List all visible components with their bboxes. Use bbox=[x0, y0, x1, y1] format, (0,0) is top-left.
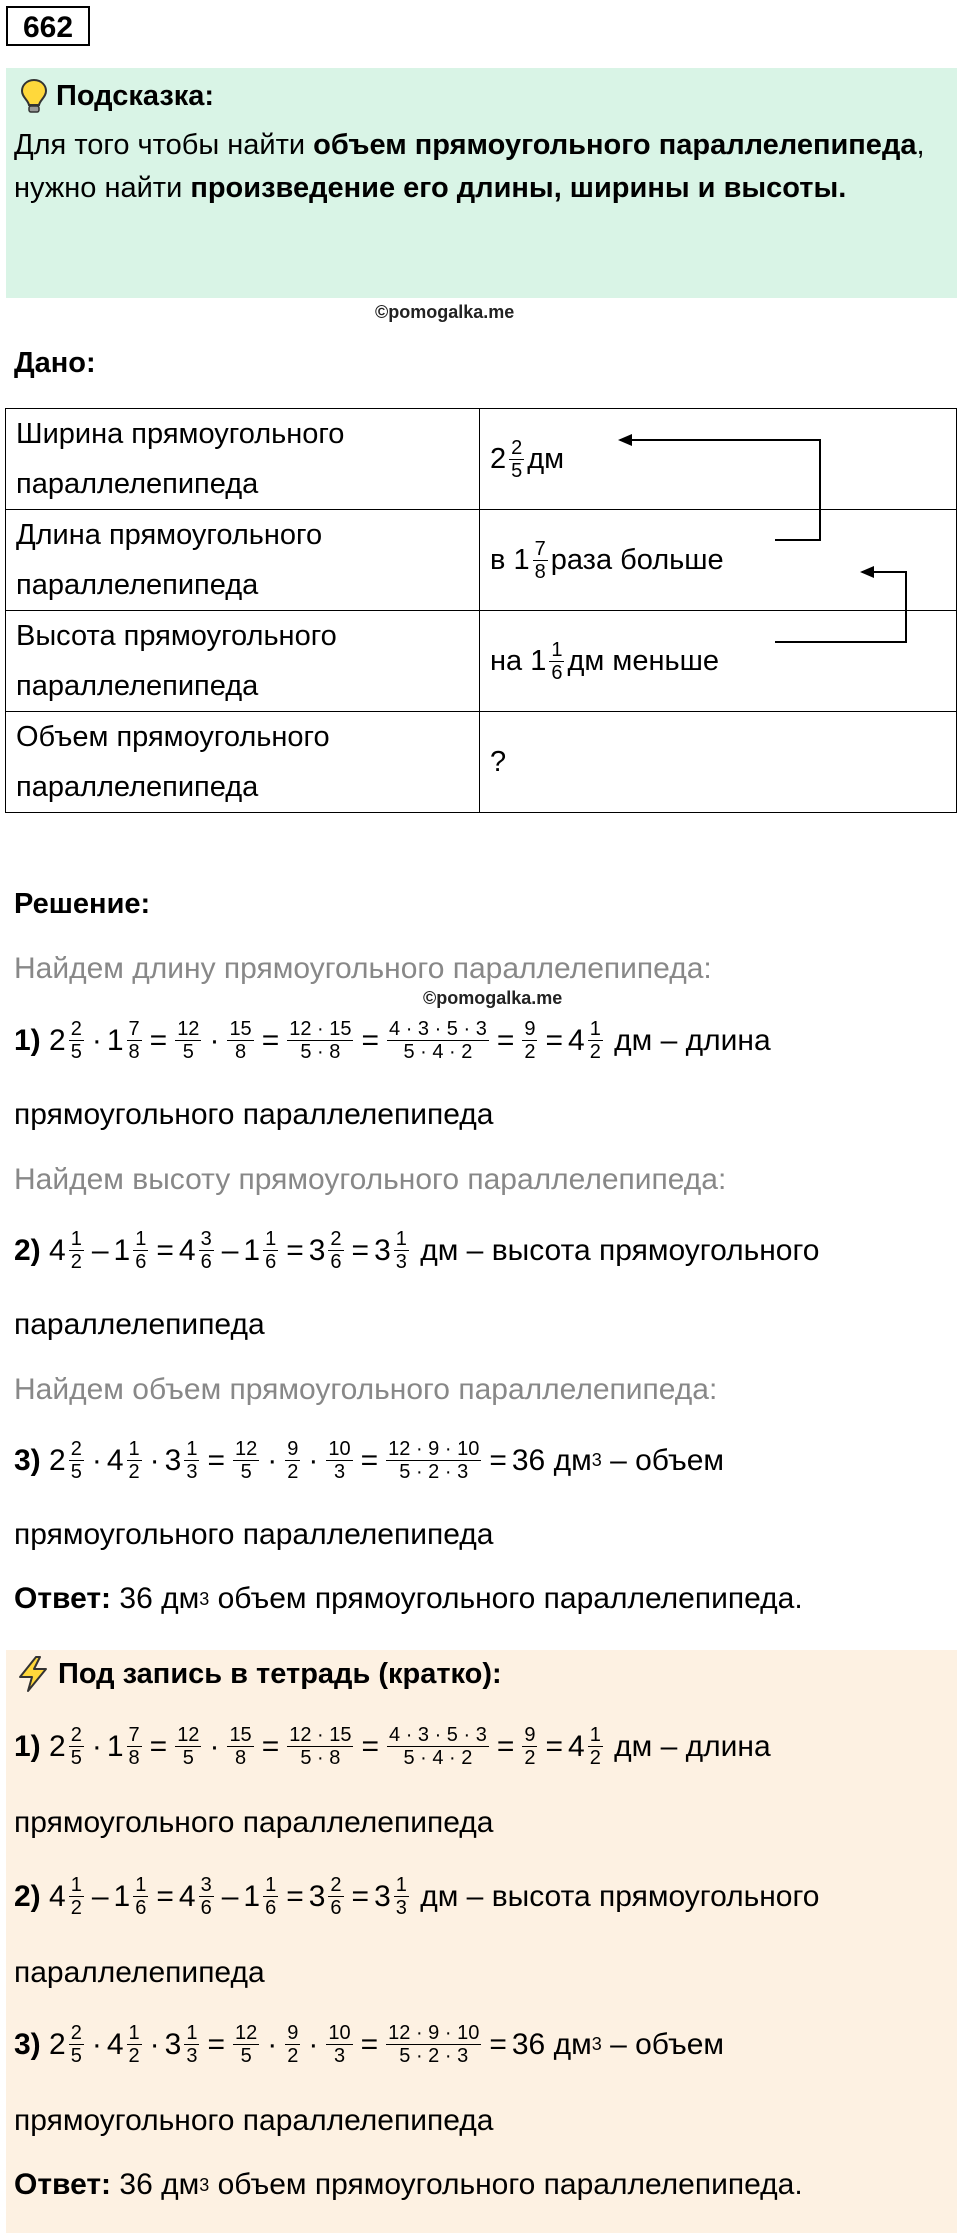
given-row-name: Высота прямоугольного параллелепипеда bbox=[6, 611, 480, 712]
note-step2-cont: параллелепипеда bbox=[14, 1956, 265, 1989]
step2-formula: 2) 4 $\frac{1}{2}$ – 1 $\frac{1}{6}$ = 4 $\frac{3}{6}$ – 1 $\frac{1}{6}$ = 3 $\frac{2}{6}$ = 3 $\frac{1}{3}$ дм – высота прямоугольного bbox=[14, 1228, 820, 1273]
fraction: $\frac{7}{8}$ bbox=[534, 537, 546, 583]
arrow-icon bbox=[775, 566, 906, 642]
value-prefix: в 1 bbox=[490, 544, 530, 576]
given-row-name: Объем прямоугольного параллелепипеда bbox=[6, 712, 480, 813]
watermark: ©pomogalka.me bbox=[375, 302, 515, 322]
fraction: $\frac{2}{5}$ bbox=[511, 436, 523, 482]
problem-number: 662 bbox=[6, 6, 90, 46]
hint-title bbox=[20, 78, 214, 114]
hint-text bbox=[14, 124, 944, 210]
lightbulb-icon bbox=[20, 78, 48, 114]
arrow-icon bbox=[618, 434, 820, 540]
value-suffix: дм меньше bbox=[567, 645, 719, 677]
note-step3-formula: 3) 2 $\frac{2}{5}$ · 4 $\frac{1}{2}$ · 3 $\frac{1}{3}$ = $\frac{12}{5}$ · $\frac{9}{2}$ · $\frac{10}{3}$ = $\frac{12 \cdot 9 \cdot 10}{5 \cdot 2 \cdot 3}$ = 36 дм 3 – объем bbox=[14, 2022, 725, 2067]
note-step2-formula: 2) 4 $\frac{1}{2}$ – 1 $\frac{1}{6}$ = 4 $\frac{3}{6}$ – 1 $\frac{1}{6}$ = 3 $\frac{2}{6}$ = 3 $\frac{1}{3}$ дм – высота прямоугольного bbox=[14, 1874, 820, 1919]
hint-title-text: Подсказка: bbox=[56, 79, 215, 112]
note-step1-cont: прямоугольного параллелепипеда bbox=[14, 1806, 494, 1839]
note-step1-formula: 1) 2 $\frac{2}{5}$ · 1 $\frac{7}{8}$ = $\frac{12}{5}$ · $\frac{15}{8}$ = $\frac{12 \cdot 15}{5 \cdot 8}$ = $\frac{4 \cdot 3 \cdot 5 \cdot 3}{5 \cdot 4 \cdot 2}$ = $\frac{9}{2}$ = 4 $\frac{1}{2}$ дм – длина bbox=[14, 1724, 771, 1769]
value-suffix: дм bbox=[527, 443, 565, 475]
note-title bbox=[16, 1655, 502, 1693]
relation-arrows bbox=[600, 420, 920, 660]
answer-label: Ответ: bbox=[14, 1582, 112, 1615]
step1-formula: 1) 2 $\frac{2}{5}$ · 1 $\frac{7}{8}$ = $\frac{12}{5}$ · $\frac{15}{8}$ = $\frac{12 \cdot 15}{5 \cdot 8}$ = $\frac{4 \cdot 3 \cdot 5 \cdot 3}{5 \cdot 4 \cdot 2}$ = $\frac{9}{2}$ = 4 $\frac{1}{2}$ дм – длина bbox=[14, 1018, 771, 1063]
given-row-name: Длина прямоугольного параллелепипеда bbox=[6, 510, 480, 611]
answer: Ответ: 36 дм 3 объем прямоугольного параллелепипеда. bbox=[14, 1582, 803, 1615]
given-row-value: ? bbox=[480, 712, 957, 813]
note-title-text: Под запись в тетрадь (кратко): bbox=[58, 1657, 502, 1690]
step-number: 1) bbox=[14, 1023, 41, 1057]
fraction: $\frac{1}{6}$ bbox=[551, 638, 563, 684]
step3-intro: Найдем объем прямоугольного параллелепипеда: bbox=[14, 1373, 718, 1406]
value-prefix: 2 bbox=[490, 443, 507, 475]
given-label: Дано: bbox=[14, 347, 96, 379]
solution-label: Решение: bbox=[14, 888, 151, 920]
step-number: 2) bbox=[14, 1233, 41, 1267]
value-suffix: раза больше bbox=[550, 544, 724, 576]
hint-text-3: , нужно найти bbox=[14, 129, 925, 204]
table-row bbox=[6, 712, 957, 813]
note-step3-cont: прямоугольного параллелепипеда bbox=[14, 2104, 494, 2137]
hint-text-2: объем прямоугольного параллелепипеда bbox=[313, 129, 917, 161]
watermark: ©pomogalka.me bbox=[423, 988, 563, 1008]
step3-cont: прямоугольного параллелепипеда bbox=[14, 1518, 494, 1551]
step1-intro: Найдем длину прямоугольного параллелепипеда: bbox=[14, 952, 712, 985]
given-row-name: Ширина прямоугольного параллелепипеда bbox=[6, 409, 480, 510]
note-answer: Ответ: 36 дм 3 объем прямоугольного параллелепипеда. bbox=[14, 2168, 803, 2201]
step2-cont: параллелепипеда bbox=[14, 1308, 265, 1341]
step-number: 3) bbox=[14, 1443, 41, 1477]
value-prefix: на 1 bbox=[490, 645, 547, 677]
step3-formula: 3) 2 $\frac{2}{5}$ · 4 $\frac{1}{2}$ · 3 $\frac{1}{3}$ = $\frac{12}{5}$ · $\frac{9}{2}$ · $\frac{10}{3}$ = $\frac{12 \cdot 9 \cdot 10}{5 \cdot 2 \cdot 3}$ = 36 дм 3 – объем bbox=[14, 1438, 725, 1483]
step2-intro: Найдем высоту прямоугольного параллелепипеда: bbox=[14, 1163, 727, 1196]
hint-text-1: Для того чтобы найти bbox=[14, 129, 314, 161]
lightning-icon bbox=[16, 1655, 50, 1693]
step1-cont: прямоугольного параллелепипеда bbox=[14, 1098, 494, 1131]
hint-text-4: произведение его длины, ширины и высоты. bbox=[190, 172, 847, 204]
